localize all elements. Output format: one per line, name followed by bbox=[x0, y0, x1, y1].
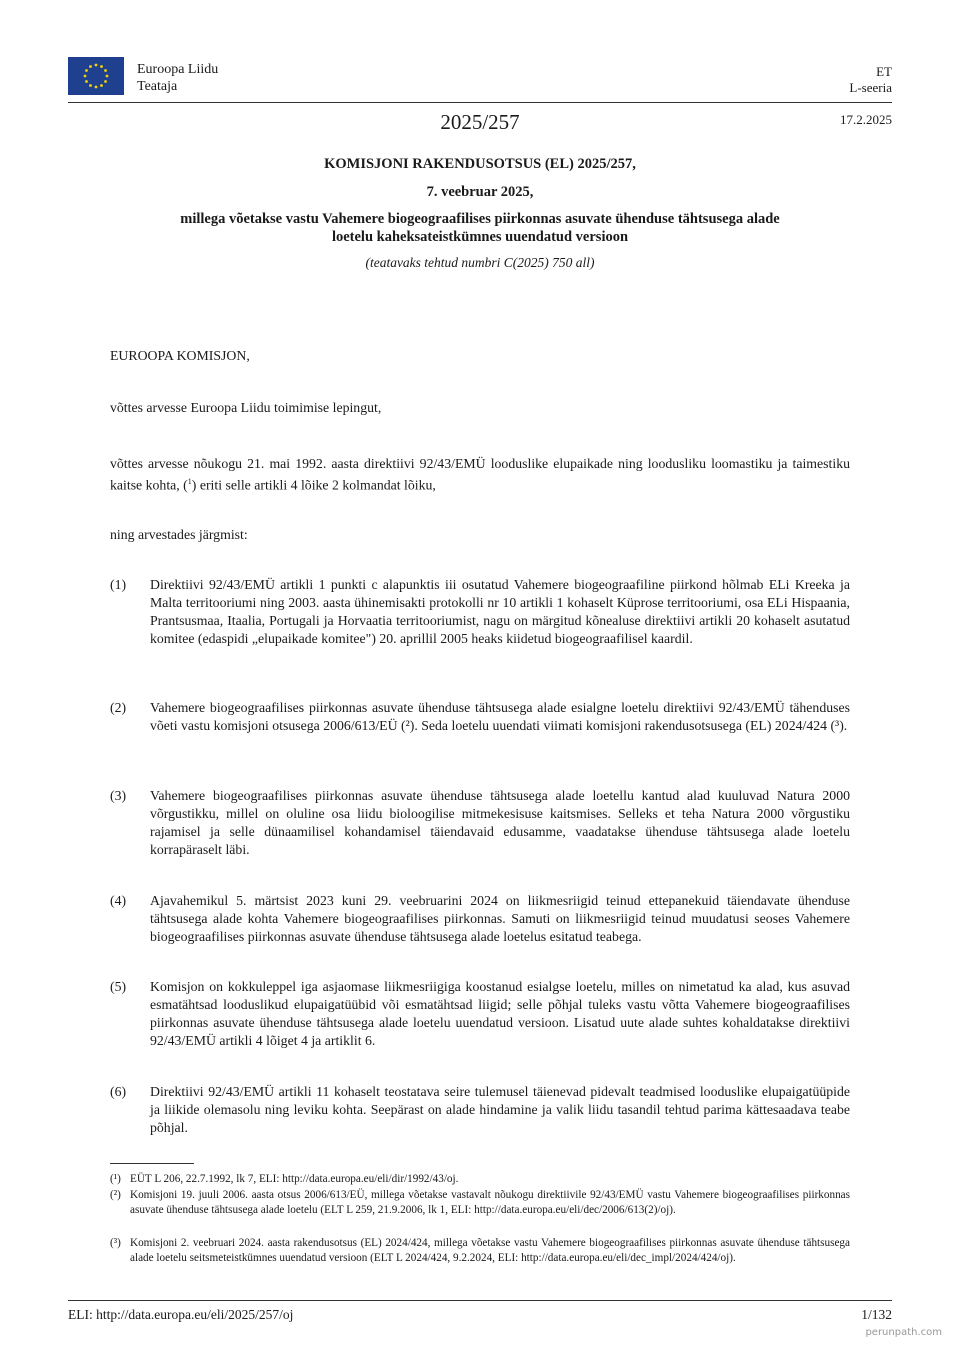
recital-number: (2) bbox=[110, 700, 127, 715]
recital-number: (5) bbox=[110, 979, 127, 994]
document-date: 17.2.2025 bbox=[840, 112, 892, 127]
series-info bbox=[849, 64, 892, 96]
footer-eli-link[interactable]: ELI: http://data.europa.eu/eli/2025/257/oj bbox=[68, 1307, 294, 1322]
language-code: ET bbox=[876, 64, 892, 79]
footnote-text[interactable]: Komisjoni 2. veebruari 2024. aasta rakendusotsus (EL) 2024/424, millega võetakse vastu Vahemere biogeograafilises piirkonnas asuvate ühenduse tähtsusega alade loetelu seitsmeteistkümnes uuendatud versioon (ELT L 2024/424, 9.2.2024, ELI: http://data.europa.eu/eli/dec_impl/2024/424/oj). bbox=[130, 1237, 850, 1264]
issuer: EUROOPA KOMISJON, bbox=[110, 348, 250, 363]
flag-star-icon bbox=[104, 80, 107, 83]
citation-directive bbox=[110, 455, 850, 495]
recital-text: Komisjon on kokkuleppel iga asjaomase liikmesriigiga koostanud esialgse loetelu, milles on nimetatud ka alad, kus asuvad esmatähtsad looduslikud elupaigatüübid või esmatähtsad liigid; selle põhjal tuleks vastu võtta Vahemere biogeograafilises piirkonnas asuvate ühenduse tähtsusega alade loetelu uuendatud versioon. Lisatud uute alade suhtes kohaldatakse direktiivi 92/43/EMÜ artikli 4 lõiget 4 ja artiklit 6. bbox=[150, 979, 850, 1048]
watermark: perunpath.com bbox=[865, 1327, 942, 1338]
title-date: 7. veebruar 2025, bbox=[426, 184, 534, 200]
footnote-text[interactable]: EÜT L 206, 22.7.1992, lk 7, ELI: http://data.europa.eu/eli/dir/1992/43/oj. bbox=[130, 1173, 459, 1185]
journal-line1: Euroopa Liidu bbox=[137, 62, 219, 77]
flag-star-icon bbox=[100, 65, 103, 68]
title-act: KOMISJONI RAKENDUSOTSUS (EL) 2025/257, bbox=[324, 156, 636, 172]
citation-treaty: võttes arvesse Euroopa Liidu toimimise lepingut, bbox=[110, 400, 382, 415]
flag-star-icon bbox=[104, 69, 107, 72]
header-divider bbox=[68, 102, 892, 103]
flag-star-icon bbox=[85, 80, 88, 83]
page-number: 1/132 bbox=[861, 1307, 892, 1322]
recital-number: (4) bbox=[110, 893, 127, 908]
footnote-number: (³) bbox=[110, 1237, 121, 1249]
footer-divider bbox=[68, 1300, 892, 1301]
title-subject: millega võetakse vastu Vahemere biogeograafilises piirkonnas asuvate ühenduse tähtsusega alade loetelu kaheksateistkümnes uuendatud versioon bbox=[180, 211, 780, 245]
whereas-intro: ning arvestades järgmist: bbox=[110, 527, 248, 542]
recital-text: Ajavahemikul 5. märtsist 2023 kuni 29. veebruarini 2024 on liikmesriigid teinud ettepanekuid täiendavate ühenduse tähtsusega alade kohta Vahemere biogeograafilises piirkonnas. Samuti on liikmesriigid teinud muudatusi seoses Vahemere biogeograafilises piirkonnas asuvate ühenduse tähtsusega alade loetelus esitatud teabega. bbox=[150, 893, 850, 944]
footnote-divider bbox=[110, 1163, 194, 1164]
recital-text: Direktiivi 92/43/EMÜ artikli 1 punkti c alapunktis iii osutatud Vahemere biogeograafiline piirkond hõlmab ELi Kreeka ja Malta territooriumi ning 2003. aasta ühinemisakti protokolli nr 10 artikli 1 kohaselt Küprose territooriumi, osa ELi Hispaania, Prantsusmaa, Itaalia, Portugali ja Horvaatia territooriumist, nagu on märgitud kõnealuse direktiivi artikli 20 kohaselt asutatud komitee (edaspidi „elupaikade komitee") 20. aprillil 2005 heaks kiidetud biogeograafilisel kaardil. bbox=[150, 577, 850, 646]
recital-number: (3) bbox=[110, 788, 127, 803]
notified-note: (teatavaks tehtud numbri C(2025) 750 all) bbox=[365, 255, 595, 270]
document-number: 2025/257 bbox=[440, 110, 520, 134]
flag-star-icon bbox=[89, 65, 92, 68]
flag-star-icon bbox=[106, 75, 109, 78]
flag-star-icon bbox=[85, 69, 88, 72]
footnote-ref[interactable]: 1 bbox=[187, 477, 192, 486]
series-label: L-seeria bbox=[849, 80, 892, 95]
recital-number: (6) bbox=[110, 1084, 127, 1099]
flag-star-icon bbox=[95, 64, 98, 67]
flag-star-icon bbox=[100, 84, 103, 87]
flag-star-icon bbox=[89, 84, 92, 87]
journal-line2: Teataja bbox=[137, 79, 178, 94]
flag-star-icon bbox=[84, 75, 87, 78]
recital-text: Vahemere biogeograafilises piirkonnas asuvate ühenduse tähtsusega alade loetellu kantud alad kuuluvad Natura 2000 võrgustikku, millel on oluline osa liidu bioloogilise mitmekesisuse kaitsmises. Selleks et teha Natura 2000 võrgustiku rajamisel ja selle dünaamilisel kohandamisel täiendavaid edusamme, vaadatakse ühenduse tähtsusega alade loetelu korrapäraselt läbi. bbox=[150, 788, 850, 857]
footnote-text[interactable]: Komisjoni 19. juuli 2006. aasta otsus 2006/613/EÜ, millega võetakse vastavalt nõukogu direktiivile 92/43/EMÜ vastu Vahemere biogeograafilises piirkonnas asuvate ühenduse tähtsusega alade loetelu (ELT L 259, 21.9.2006, lk 1, ELI: http://data.europa.eu/eli/dec/2006/613(2)/oj). bbox=[130, 1189, 850, 1216]
citation-directive-text-b: ) eriti selle artikli 4 lõike 2 kolmandat lõiku, bbox=[191, 477, 436, 493]
recital-number: (1) bbox=[110, 577, 127, 592]
journal-name bbox=[137, 61, 218, 95]
eu-flag-icon bbox=[68, 57, 124, 95]
footnote-number: (¹) bbox=[110, 1173, 121, 1185]
footnote-number: (²) bbox=[110, 1189, 121, 1201]
recital-text: Direktiivi 92/43/EMÜ artikli 11 kohaselt teostatava seire tulemusel täienevad pidevalt teadmised looduslike elupaigatüüpide ja liikide olemasolu ning leviku kohta. Seepärast on alade hindamine ja valik liidu tasandil tehtud parima kättesaadava teabe põhjal. bbox=[150, 1084, 850, 1135]
flag-star-icon bbox=[95, 86, 98, 89]
recital-text: Vahemere biogeograafilises piirkonnas asuvate ühenduse tähtsusega alade esialgne loetelu direktiivi 92/43/EMÜ tähenduses võeti vastu komisjoni otsusega 2006/613/EÜ (²). Seda loetelu uuendati viimati komisjoni rakendusotsusega (EL) 2024/424 (³). bbox=[150, 700, 850, 733]
citation-directive-text-a: võttes arvesse nõukogu 21. mai 1992. aasta direktiivi 92/43/EMÜ looduslike elupaikade ning loodusliku loomastiku ja taimestiku kaitse kohta, ( bbox=[110, 456, 850, 493]
